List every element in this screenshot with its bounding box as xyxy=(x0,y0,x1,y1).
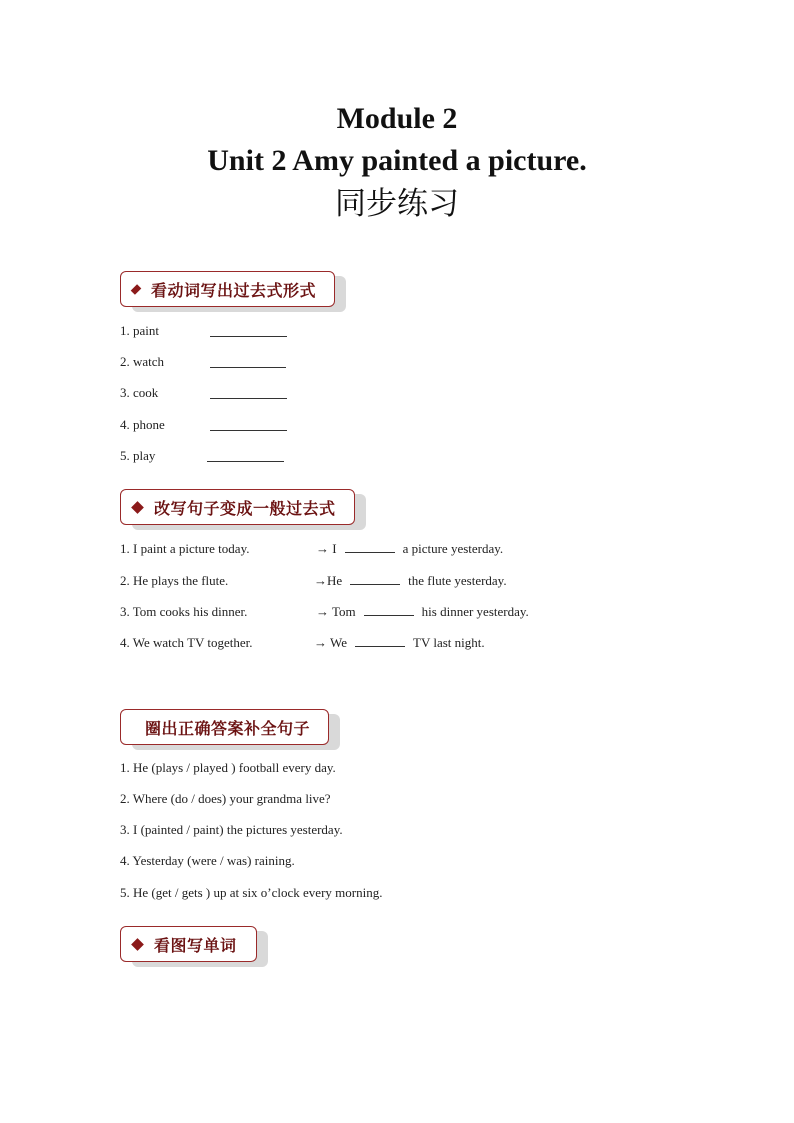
rewrite-prefix: → We xyxy=(314,635,348,650)
sentence-rewrite xyxy=(314,573,507,589)
sentence-original: 2. He plays the flute. xyxy=(120,573,229,588)
sentence-original: 3. Tom cooks his dinner. xyxy=(120,604,248,619)
section-label: 圈出正确答案补全句子 xyxy=(145,718,311,738)
section-header-box xyxy=(120,926,257,962)
section-header-box xyxy=(120,489,355,525)
answer-blank[interactable] xyxy=(350,573,400,585)
answer-blank[interactable] xyxy=(364,604,414,616)
title-block xyxy=(0,98,794,226)
rewrite-prefix: → I xyxy=(316,541,337,556)
answer-blank[interactable] xyxy=(210,355,286,368)
list-item: 4. phone xyxy=(120,417,165,432)
sentence-rewrite xyxy=(316,604,529,620)
answer-blank[interactable] xyxy=(210,324,287,337)
unit-title: Unit 2 Amy painted a picture. xyxy=(207,144,587,177)
list-item: 1. paint xyxy=(120,323,159,338)
answer-blank[interactable] xyxy=(355,635,405,647)
section-label: 看图写单词 xyxy=(154,935,237,955)
rewrite-prefix: → Tom xyxy=(316,604,356,619)
rewrite-suffix: TV last night. xyxy=(413,635,485,650)
module-title: Module 2 xyxy=(336,102,458,135)
answer-blank[interactable] xyxy=(345,541,395,553)
diamond-icon xyxy=(131,938,144,951)
answer-blank[interactable] xyxy=(207,449,284,462)
sentence-rewrite xyxy=(314,635,485,651)
diamond-icon xyxy=(130,724,136,730)
sentence-rewrite xyxy=(316,541,503,557)
rewrite-suffix: the flute yesterday. xyxy=(408,573,507,588)
section-header-box xyxy=(120,709,329,745)
diamond-icon xyxy=(131,501,144,514)
answer-blank[interactable] xyxy=(210,418,287,431)
section-label: 改写句子变成一般过去式 xyxy=(154,498,336,518)
answer-blank[interactable] xyxy=(210,386,287,399)
sentence-original: 4. We watch TV together. xyxy=(120,635,253,650)
list-item: 2. watch xyxy=(120,354,165,369)
practice-title: 同步练习 xyxy=(335,186,459,222)
list-item: 2. Where (do / does) your grandma live? xyxy=(120,791,331,806)
list-item: 5. play xyxy=(120,448,156,463)
section-header-box xyxy=(120,271,335,307)
list-item: 5. He (get / gets ) up at six o’clock every morning. xyxy=(120,885,383,900)
section-label: 看动词写出过去式形式 xyxy=(150,280,316,300)
diamond-icon xyxy=(131,284,142,295)
rewrite-suffix: a picture yesterday. xyxy=(402,541,504,556)
list-item: 3. cook xyxy=(120,385,159,400)
list-item: 4. Yesterday (were / was) raining. xyxy=(120,853,295,868)
rewrite-suffix: his dinner yesterday. xyxy=(421,604,529,619)
rewrite-prefix: →He xyxy=(314,573,343,588)
list-item: 1. He (plays / played ) football every day. xyxy=(120,760,336,775)
list-item: 3. I (painted / paint) the pictures yesterday. xyxy=(120,822,343,837)
sentence-original: 1. I paint a picture today. xyxy=(120,541,250,556)
